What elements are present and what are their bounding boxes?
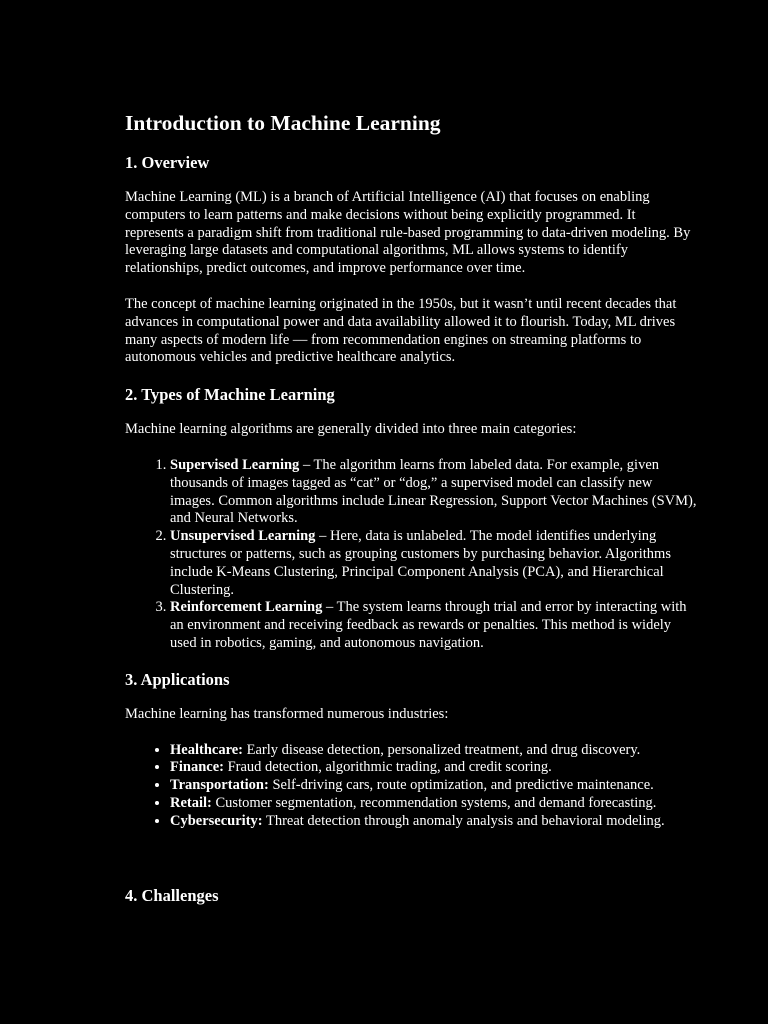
section-heading-overview: 1. Overview xyxy=(125,153,210,172)
list-item-term: Unsupervised Learning xyxy=(170,528,316,545)
list-item-term: Finance: xyxy=(170,759,224,776)
list-item-text: Customer segmentation, recommendation systems, and demand forecasting. xyxy=(211,794,657,811)
section-heading-challenges: 4. Challenges xyxy=(125,885,219,905)
list-item-text: – The system learns through trial and error by interacting with an environment and receiving feedback as rewards or penalties. This method is widely used in robotics, gaming, and autonomous navigation. xyxy=(170,599,687,651)
list-item-text: Fraud detection, algorithmic trading, and credit scoring. xyxy=(223,759,552,776)
list-item xyxy=(170,457,697,528)
list-item-term: Reinforcement Learning xyxy=(170,599,323,616)
section-heading-applications: 3. Applications xyxy=(125,669,230,689)
list-item-term: Retail: xyxy=(170,794,212,811)
list-item-term: Transportation: xyxy=(170,777,269,794)
overview-paragraph-1: Machine Learning (ML) is a branch of Artificial Intelligence (AI) that focuses on enabling computers to learn patterns and make decisions without being explicitly programmed. It represents a paradigm shift from traditional rule-based programming to data-driven modeling. By leveraging large datasets and computational algorithms, ML allows systems to identify relationships, predict outcomes, and improve performance over time. xyxy=(125,189,691,277)
overview-paragraph-2: The concept of machine learning originated in the 1950s, but it wasn’t until recent decades that advances in computational power and data availability allowed it to flourish. Today, ML drives many aspects of modern life — from recommendation engines on streaming platforms to autonomous vehicles and predictive healthcare analytics. xyxy=(125,295,677,366)
list-item xyxy=(170,742,697,760)
list-item xyxy=(170,795,697,813)
types-list xyxy=(125,457,697,653)
document-title: Introduction to Machine Learning xyxy=(125,111,441,135)
applications-list xyxy=(125,742,697,831)
list-item-text: – The algorithm learns from labeled data. For example, given thousands of images tagged as “cat” or “dog,” a supervised model can classify new images. Common algorithms include Linear Regression, Support Vector Machines (SVM), and Neural Networks. xyxy=(170,456,697,527)
list-item-term: Healthcare: xyxy=(170,741,244,758)
list-item xyxy=(170,528,697,599)
document-page xyxy=(125,108,697,907)
list-item-text: – Here, data is unlabeled. The model identifies underlying structures or patterns, such as grouping customers by purchasing behavior. Algorithms include K-Means Clustering, Principal Component Analysis (PCA), and Hierarchical Clustering. xyxy=(170,528,671,598)
list-item xyxy=(170,759,697,777)
list-item xyxy=(170,813,697,831)
list-item xyxy=(170,599,697,652)
list-item-text: Early disease detection, personalized treatment, and drug discovery. xyxy=(243,741,641,758)
list-item-term: Supervised Learning xyxy=(170,456,300,473)
list-item-text: Threat detection through anomaly analysis and behavioral modeling. xyxy=(262,812,665,829)
list-item-text: Self-driving cars, route optimization, and predictive maintenance. xyxy=(268,777,654,794)
types-intro: Machine learning algorithms are generally divided into three main categories: xyxy=(125,421,577,438)
section-heading-types: 2. Types of Machine Learning xyxy=(125,385,335,405)
applications-intro: Machine learning has transformed numerous industries: xyxy=(125,705,449,722)
list-item xyxy=(170,777,697,795)
list-item-term: Cybersecurity: xyxy=(170,812,263,829)
